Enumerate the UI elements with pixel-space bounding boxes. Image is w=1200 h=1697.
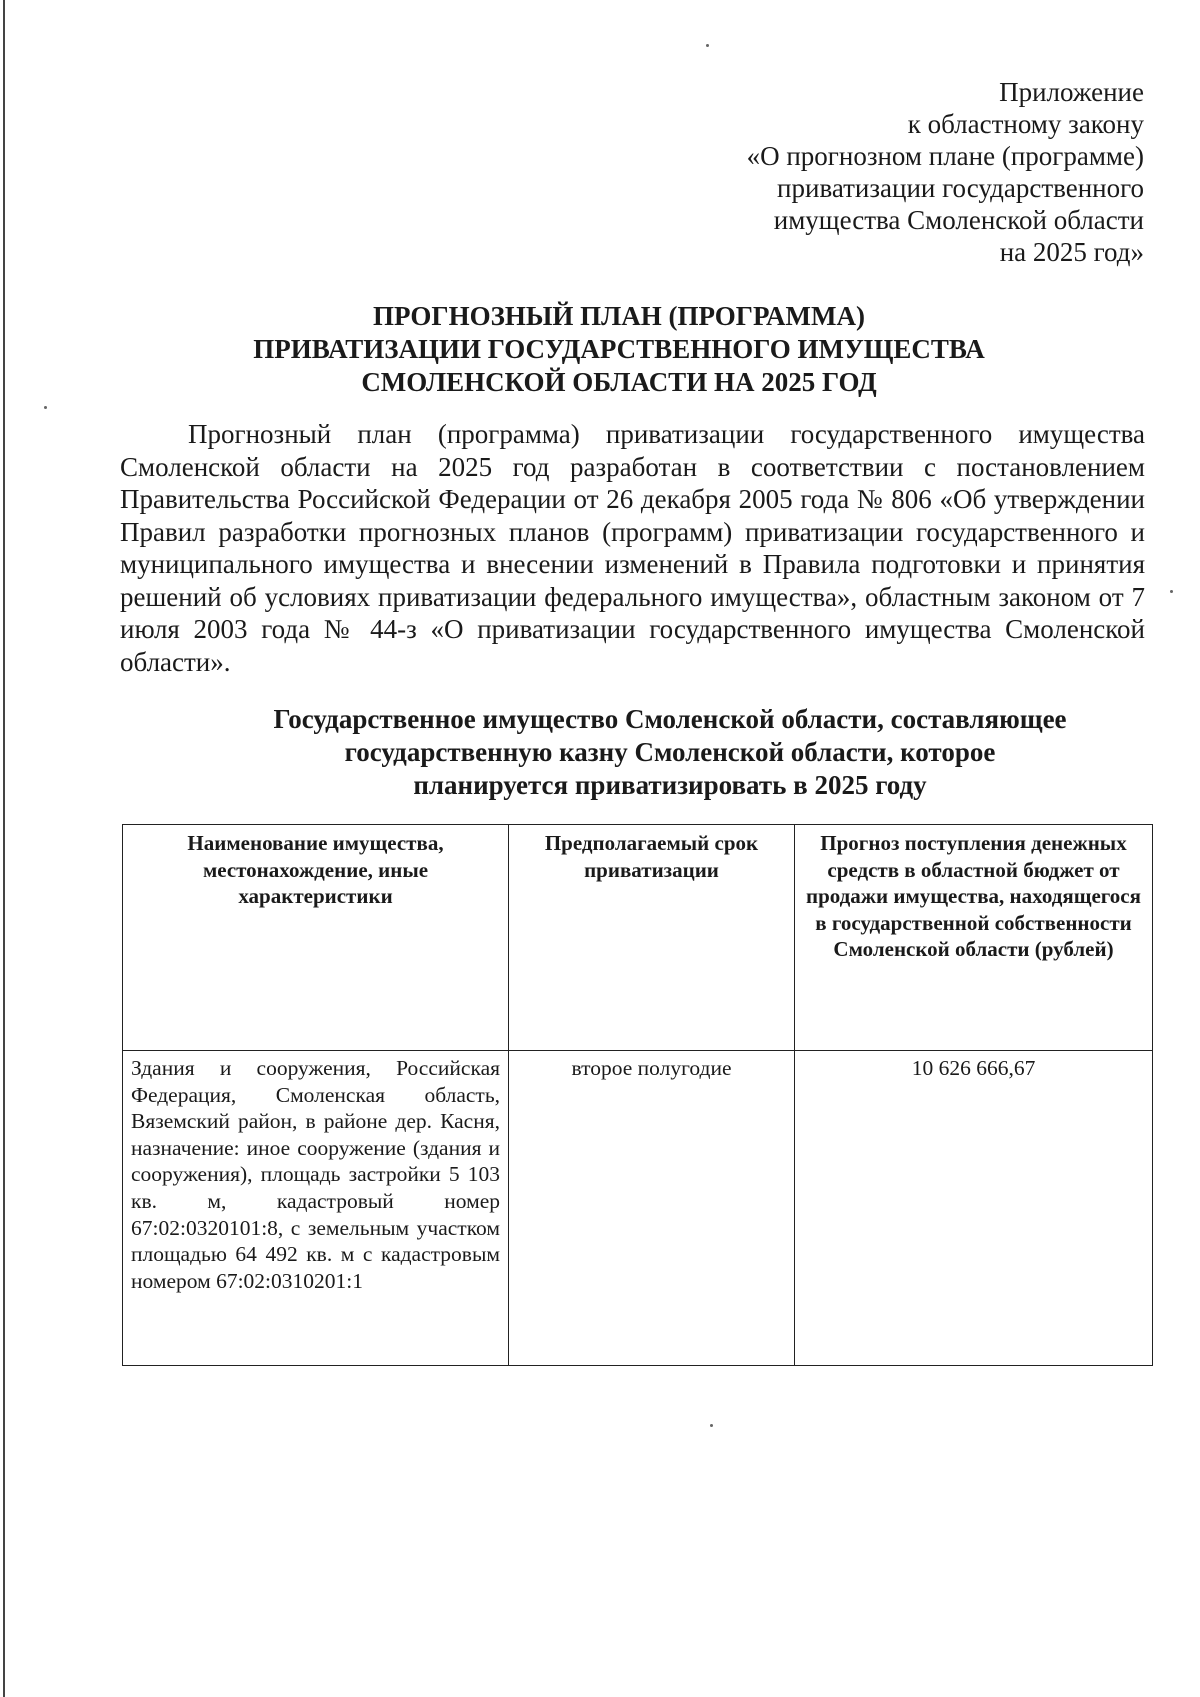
scan-speck (710, 1424, 713, 1427)
annex-line: «О прогнозном плане (программе) (746, 141, 1144, 171)
title-line: ПРИВАТИЗАЦИИ ГОСУДАРСТВЕННОГО ИМУЩЕСТВА (253, 334, 985, 364)
scan-speck (44, 406, 47, 409)
scan-speck (1170, 590, 1173, 593)
title-line: СМОЛЕНСКОЙ ОБЛАСТИ НА 2025 ГОД (361, 367, 877, 397)
document-title (0, 300, 1200, 399)
section-heading-line: государственную казну Смоленской области, которое (344, 737, 996, 767)
section-heading (120, 703, 1200, 802)
section-heading-line: Государственное имущество Смоленской области, составляющее (273, 704, 1067, 734)
annex-line: на 2025 год» (999, 237, 1144, 267)
table-header-row (123, 825, 1153, 1051)
annex-reference (747, 76, 1144, 268)
cell-property-description: Здания и сооружения, Российская Федерация, Смоленская область, Вяземский район, в районе дер. Касня, назначение: иное сооружение (здания и сооружения), площадь застройки 5 103 кв. м, кадастровый номер 67:02:0320101:8, с земельным участком площадью 64 492 кв. м с кадастровым номером 67:02:0310201:1 (123, 1051, 509, 1366)
header-privatization-term: Предполагаемый срок приватизации (509, 825, 795, 1051)
title-line: ПРОГНОЗНЫЙ ПЛАН (ПРОГРАММА) (373, 301, 865, 331)
annex-line: к областному закону (907, 109, 1144, 139)
header-revenue-forecast: Прогноз поступления денежных средств в областной бюджет от продажи имущества, находящегося в государственной собственности Смоленской области (рублей) (795, 825, 1153, 1051)
cell-privatization-term: второе полугодие (509, 1051, 795, 1366)
cell-revenue-amount: 10 626 666,67 (795, 1051, 1153, 1366)
header-property-name: Наименование имущества, местонахождение, иные характеристики (123, 825, 509, 1051)
annex-line: Приложение (999, 77, 1144, 107)
table-row (123, 1051, 1153, 1366)
scan-speck (706, 44, 709, 47)
annex-line: имущества Смоленской области (773, 205, 1144, 235)
annex-line: приватизации государственного (777, 173, 1144, 203)
intro-paragraph: Прогнозный план (программа) приватизации государственного имущества Смоленской области на 2025 год разработан в соответствии с постановлением Правительства Российской Федерации от 26 декабря 2005 года № 806 «Об утверждении Правил разработки прогнозных планов (программ) приватизации государственного и муниципального имущества и внесении изменений в Правила подготовки и принятия решений об условиях приватизации федерального имущества», областным законом от 7 июля 2003 года № 44-з «О приватизации государственного имущества Смоленской области». (120, 419, 1145, 677)
privatization-table (122, 824, 1153, 1366)
section-heading-line: планируется приватизировать в 2025 году (413, 770, 927, 800)
scan-edge-line (3, 0, 5, 1697)
